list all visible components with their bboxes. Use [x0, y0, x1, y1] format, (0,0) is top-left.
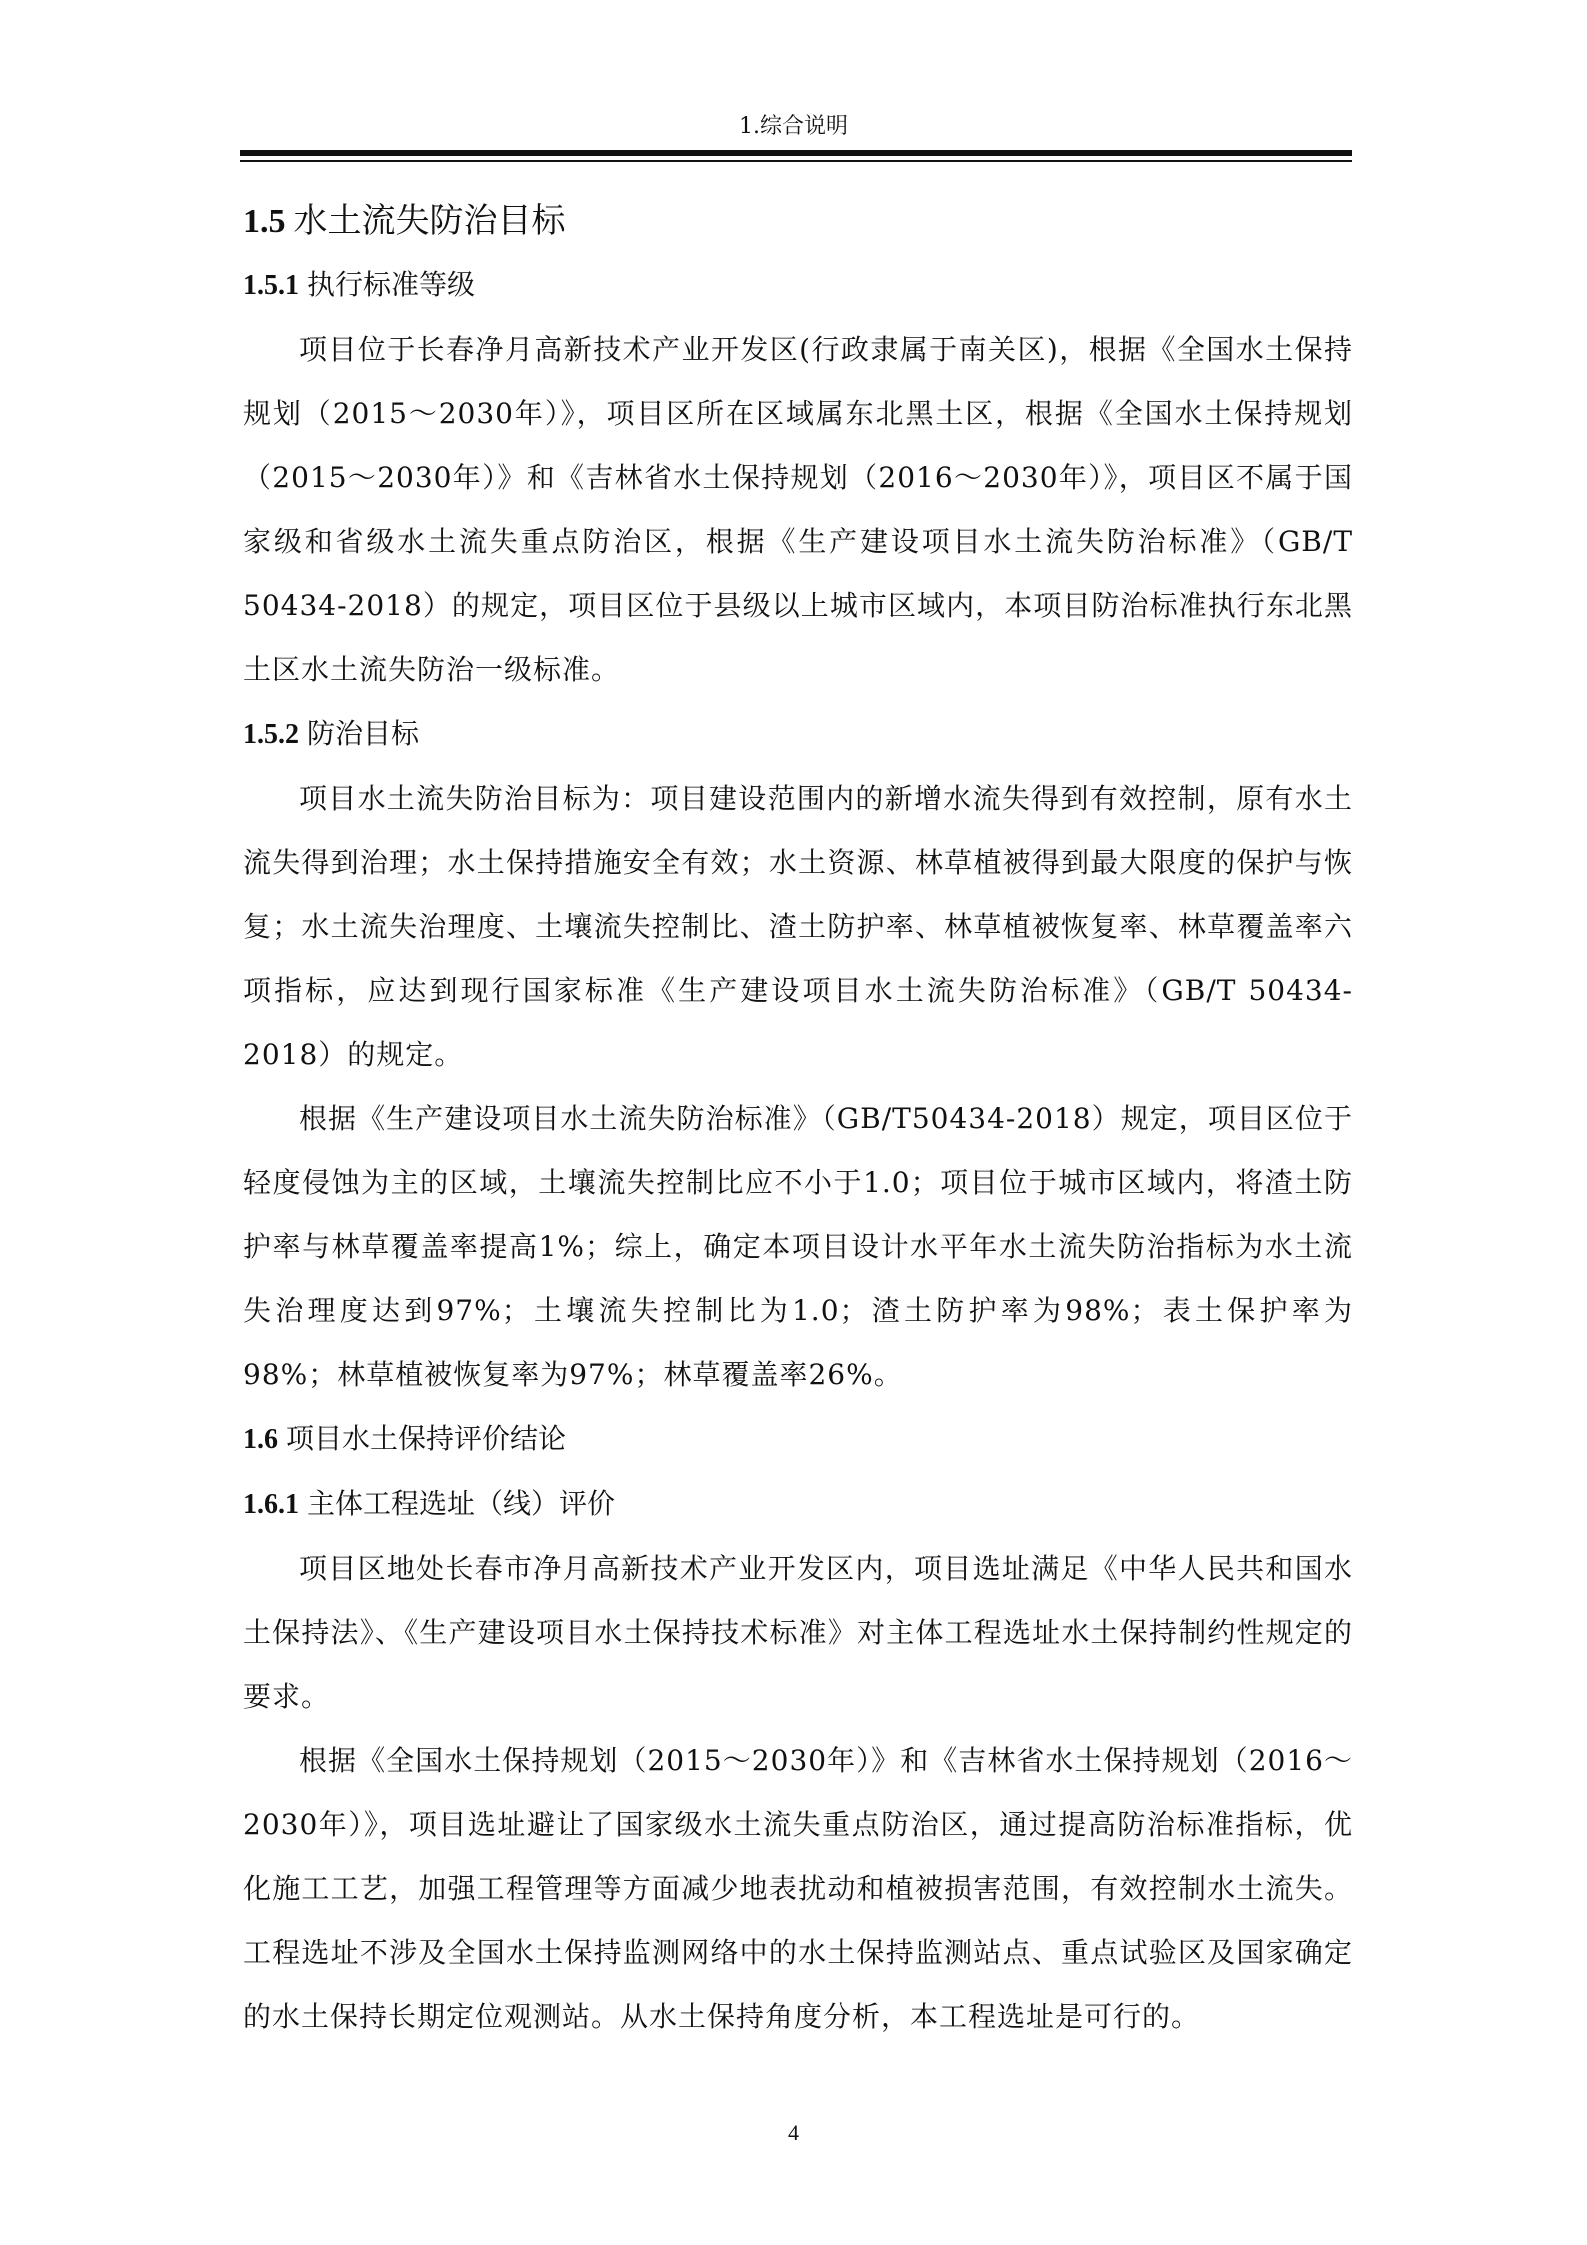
heading-number: 1.5.1 — [243, 270, 299, 301]
heading-number: 1.5 — [243, 203, 286, 240]
paragraph-site-selection-analysis: 根据《全国水土保持规划（2015～2030年）》和《吉林省水土保持规划（2016～2030年）》，项目选址避让了国家级水土流失重点防治区，通过提高防治标准指标，优化施工工艺，加强工程管理等方面减少地表扰动和植被损害范围，有效控制水土流失。工程选址不涉及全国水土保持监测网络中的水土保持监测站点、重点试验区及国家确定的水土保持长期定位观测站。从水土保持角度分析，本工程选址是可行的。 — [243, 1744, 1353, 2033]
heading-number: 1.6.1 — [243, 1489, 299, 1520]
heading-1-5-2 — [243, 702, 1353, 767]
paragraph-prevention-goal: 项目水土流失防治目标为：项目建设范围内的新增水流失得到有效控制，原有水土流失得到治理；水土保持措施安全有效；水土资源、林草植被得到最大限度的保护与恢复；水土流失治理度、土壤流失控制比、渣土防护率、林草植被恢复率、林草覆盖率六项指标，应达到现行国家标准《生产建设项目水土流失防治标准》（GB/T 50434-2018）的规定。 — [243, 782, 1353, 1071]
paragraph-site-selection: 项目区地处长春市净月高新技术产业开发区内，项目选址满足《中华人民共和国水土保持法》、《生产建设项目水土保持技术标准》对主体工程选址水土保持制约性规定的要求。 — [243, 1552, 1353, 1713]
paragraph-prevention-indicators: 根据《生产建设项目水土流失防治标准》（GB/T50434-2018）规定，项目区位于轻度侵蚀为主的区域，土壤流失控制比应不小于1.0；项目位于城市区域内，将渣土防护率与林草覆盖率提高1%；综上，确定本项目设计水平年水土流失防治指标为水土流失治理度达到97%；土壤流失控制比为1.0；渣土防护率为98%；表土保护率为98%；林草植被恢复率为97%；林草覆盖率26%。 — [243, 1102, 1353, 1391]
page-number: 4 — [788, 2120, 799, 2145]
heading-1-5 — [243, 190, 1353, 253]
paragraph-standard-level: 项目位于长春净月高新技术产业开发区(行政隶属于南关区)，根据《全国水土保持规划（2015～2030年）》，项目区所在区域属东北黑土区，根据《全国水土保持规划（2015～2030年）》和《吉林省水土保持规划（2016～2030年）》，项目区不属于国家级和省级水土流失重点防治区，根据《生产建设项目水土流失防治标准》（GB/T 50434-2018）的规定，项目区位于县级以上城市区域内，本项目防治标准执行东北黑土区水土流失防治一级标准。 — [243, 333, 1353, 686]
heading-text: 主体工程选址（线）评价 — [307, 1487, 616, 1520]
running-header: 1.综合说明 — [739, 114, 848, 139]
heading-text: 项目水土保持评价结论 — [286, 1422, 567, 1455]
heading-1-6-1 — [243, 1472, 1353, 1537]
header-rule-thin — [240, 160, 1352, 162]
heading-text: 执行标准等级 — [307, 268, 476, 301]
heading-number: 1.5.2 — [243, 719, 299, 750]
heading-1-6 — [243, 1407, 1353, 1472]
heading-text: 水土流失防治目标 — [293, 201, 566, 241]
heading-text: 防治目标 — [307, 717, 420, 750]
body-content — [243, 190, 1353, 2049]
header-rule-thick — [240, 150, 1352, 156]
heading-number: 1.6 — [243, 1424, 278, 1455]
heading-1-5-1 — [243, 253, 1353, 318]
